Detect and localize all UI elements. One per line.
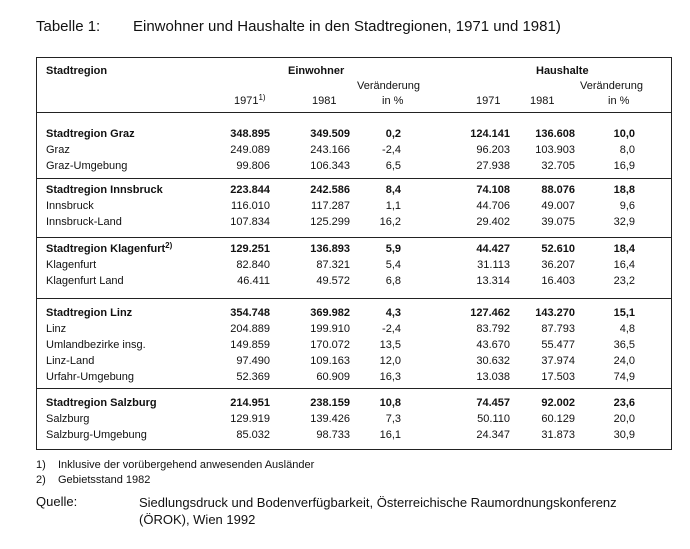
header-e1981: 1981: [312, 95, 337, 107]
table-cell-hv: 74,9: [613, 371, 635, 383]
header-haushalte: Haushalte: [536, 65, 589, 77]
header-region: Stadtregion: [46, 65, 108, 77]
region-name-text: Stadtregion Salzburg: [46, 397, 157, 409]
table-cell-e81: 109.163: [310, 355, 350, 367]
source-label: Quelle:: [36, 494, 78, 509]
region-name-text: Umlandbezirke insg.: [46, 339, 146, 351]
table-cell-h71: 124.141: [470, 128, 510, 140]
table-cell-ev: 7,3: [385, 413, 401, 425]
table-cell-h81: 31.873: [541, 429, 575, 441]
table-cell-e71: 129.251: [230, 243, 270, 255]
table-cell-h71: 44.706: [476, 200, 510, 212]
table-cell-h71: 74.457: [476, 397, 510, 409]
table-cell-ev: -2,4: [382, 144, 401, 156]
table-cell-h71: 29.402: [476, 216, 510, 228]
table-cell-h81: 39.075: [541, 216, 575, 228]
table-cell-e71: 116.010: [231, 200, 270, 212]
table-cell-ev: 16,2: [379, 216, 401, 228]
region-name: [46, 143, 70, 157]
table-cell-h71: 27.938: [476, 160, 510, 172]
header-separator: [36, 112, 672, 113]
table-cell-hv: 36,5: [613, 339, 635, 351]
region-name-text: Salzburg: [46, 413, 90, 425]
region-name-text: Klagenfurt Land: [46, 275, 124, 287]
header-h1971: 1971: [476, 95, 501, 107]
table-cell-hv: 9,6: [619, 200, 635, 212]
table-cell-e81: 87.321: [316, 259, 350, 271]
footnote-marker: 2): [165, 241, 173, 250]
table-cell-h81: 88.076: [541, 184, 575, 196]
table-cell-hv: 20,0: [613, 413, 635, 425]
table-cell-e71: 46.411: [237, 275, 270, 287]
header-veraenderung-h: Veränderung: [580, 80, 643, 92]
table-cell-e71: 348.895: [230, 128, 270, 140]
table-cell-e71: 249.089: [230, 144, 270, 156]
region-name: [46, 354, 94, 368]
table-cell-ev: 0,2: [385, 128, 401, 140]
header-h1981: 1981: [530, 95, 555, 107]
table-cell-ev: 6,5: [385, 160, 401, 172]
region-name-text: Linz: [46, 323, 67, 335]
table-cell-e81: 139.426: [310, 413, 350, 425]
table-cell-h71: 43.670: [476, 339, 510, 351]
region-name-text: Graz: [46, 144, 70, 156]
table-title: Einwohner und Haushalte in den Stadtregionen, 1971 und 1981): [133, 18, 561, 35]
table-cell-hv: 16,4: [613, 259, 635, 271]
region-name: [46, 199, 94, 213]
table-cell-hv: 4,8: [619, 323, 635, 335]
table-cell-e71: 85.032: [236, 429, 270, 441]
table-cell-e71: 107.834: [230, 216, 270, 228]
table-cell-h81: 60.129: [541, 413, 575, 425]
table-cell-hv: 18,4: [613, 243, 635, 255]
region-name-text: Stadtregion Klagenfurt: [46, 243, 166, 255]
header-h-in-pct: in %: [608, 95, 630, 107]
region-name-text: Innsbruck-Land: [46, 216, 122, 228]
table-cell-e71: 204.889: [230, 323, 270, 335]
region-name-text: Linz-Land: [46, 355, 95, 367]
source-text: [139, 494, 679, 528]
table-cell-ev: 16,1: [379, 429, 401, 441]
table-cell-e81: 106.343: [310, 160, 350, 172]
table-cell-e81: 242.586: [310, 184, 350, 196]
region-name: [46, 274, 124, 288]
table-cell-h71: 83.792: [476, 323, 510, 335]
table-title-label: Tabelle 1:: [36, 18, 101, 35]
table-cell-e81: 243.166: [310, 144, 350, 156]
header-e-in-pct: in %: [382, 95, 404, 107]
table-cell-hv: 24,0: [613, 355, 635, 367]
region-total-name: [46, 183, 163, 197]
source-line-1: Siedlungsdruck und Bodenverfügbarkeit, Österreichische Raumordnungskonferenz: [139, 495, 617, 510]
table-cell-h71: 30.632: [476, 355, 510, 367]
table-cell-hv: 16,9: [613, 160, 635, 172]
table-cell-ev: 8,4: [385, 184, 401, 196]
region-total-name: [46, 127, 135, 141]
region-name-text: Stadtregion Innsbruck: [46, 184, 163, 196]
region-name: [46, 370, 134, 384]
table-cell-e81: 49.572: [316, 275, 350, 287]
table-cell-h81: 52.610: [541, 243, 575, 255]
table-cell-ev: -2,4: [382, 323, 401, 335]
table-cell-h71: 44.427: [476, 243, 510, 255]
table-cell-h71: 74.108: [476, 184, 510, 196]
table-cell-e81: 369.982: [310, 307, 350, 319]
region-name-text: Stadtregion Graz: [46, 128, 135, 140]
header-einwohner: Einwohner: [288, 65, 345, 77]
table-cell-h71: 31.113: [477, 259, 510, 271]
region-total-name: [46, 242, 172, 256]
table-cell-h81: 103.903: [535, 144, 575, 156]
region-name-text: Urfahr-Umgebung: [46, 371, 135, 383]
table-cell-ev: 10,8: [379, 397, 401, 409]
table-cell-h81: 37.974: [541, 355, 575, 367]
footnote-2: 2) Gebietsstand 1982: [36, 474, 151, 486]
region-name: [46, 428, 147, 442]
table-cell-h71: 24.347: [476, 429, 510, 441]
region-name-text: Graz-Umgebung: [46, 160, 128, 172]
table-cell-e81: 238.159: [310, 397, 350, 409]
table-cell-h81: 87.793: [541, 323, 575, 335]
region-name-text: Stadtregion Linz: [46, 307, 133, 319]
table-cell-hv: 30,9: [613, 429, 635, 441]
table-cell-h81: 143.270: [535, 307, 575, 319]
group-separator: [36, 237, 672, 238]
table-cell-ev: 13,5: [379, 339, 401, 351]
table-cell-h81: 17.503: [541, 371, 575, 383]
table-cell-e81: 98.733: [316, 429, 350, 441]
table-cell-h81: 49.007: [541, 200, 575, 212]
table-cell-h71: 50.110: [477, 413, 510, 425]
table-cell-h81: 136.608: [535, 128, 575, 140]
region-total-name: [46, 306, 132, 320]
group-separator: [36, 178, 672, 179]
table-cell-hv: 32,9: [613, 216, 635, 228]
group-separator: [36, 298, 672, 299]
table-cell-e71: 99.806: [236, 160, 270, 172]
source-line-2: (ÖROK), Wien 1992: [139, 512, 256, 527]
region-name-text: Innsbruck: [46, 200, 94, 212]
table-cell-ev: 6,8: [385, 275, 401, 287]
region-name-text: Klagenfurt: [46, 259, 97, 271]
region-name: [46, 159, 127, 173]
footnote-1: 1) Inklusive der vorübergehend anwesenden Ausländer: [36, 459, 315, 471]
table-cell-hv: 15,1: [613, 307, 635, 319]
table-cell-h81: 16.403: [541, 275, 575, 287]
table-cell-hv: 23,6: [613, 397, 635, 409]
table-cell-ev: 5,4: [385, 259, 401, 271]
table-cell-e71: 223.844: [230, 184, 270, 196]
table-cell-h71: 13.038: [476, 371, 510, 383]
table-cell-hv: 18,8: [613, 184, 635, 196]
table-cell-ev: 5,9: [385, 243, 401, 255]
table-cell-h71: 127.462: [470, 307, 510, 319]
table-cell-e71: 129.919: [230, 413, 270, 425]
region-total-name: [46, 396, 157, 410]
table-cell-e81: 136.893: [310, 243, 350, 255]
header-e1971: 1971$^{1)}$: [234, 93, 266, 107]
table-cell-e81: 125.299: [310, 216, 350, 228]
table-cell-h81: 32.705: [541, 160, 575, 172]
region-name: [46, 412, 89, 426]
region-name: [46, 258, 96, 272]
table-cell-e71: 97.490: [236, 355, 270, 367]
table-cell-ev: 4,3: [385, 307, 401, 319]
region-name: [46, 215, 122, 229]
region-name: [46, 338, 146, 352]
table-cell-e81: 170.072: [310, 339, 350, 351]
table-cell-e81: 349.509: [310, 128, 350, 140]
table-cell-h81: 92.002: [541, 397, 575, 409]
table-cell-h81: 36.207: [541, 259, 575, 271]
table-cell-e71: 149.859: [230, 339, 270, 351]
table-cell-h81: 55.477: [541, 339, 575, 351]
table-cell-h71: 96.203: [476, 144, 510, 156]
table-cell-hv: 8,0: [619, 144, 635, 156]
table-cell-e71: 354.748: [230, 307, 270, 319]
table-cell-e81: 199.910: [310, 323, 350, 335]
header-veraenderung-e: Veränderung: [357, 80, 420, 92]
region-name: [46, 322, 66, 336]
table-cell-e81: 117.287: [311, 200, 350, 212]
table-cell-ev: 16,3: [379, 371, 401, 383]
table-cell-e81: 60.909: [316, 371, 350, 383]
region-name-text: Salzburg-Umgebung: [46, 429, 147, 441]
group-separator: [36, 388, 672, 389]
table-cell-e71: 82.840: [236, 259, 270, 271]
table-cell-ev: 12,0: [379, 355, 401, 367]
table-cell-h71: 13.314: [476, 275, 510, 287]
table-cell-e71: 52.369: [236, 371, 270, 383]
table-cell-e71: 214.951: [230, 397, 270, 409]
table-cell-hv: 10,0: [613, 128, 635, 140]
table-cell-ev: 1,1: [385, 200, 401, 212]
table-cell-hv: 23,2: [613, 275, 635, 287]
